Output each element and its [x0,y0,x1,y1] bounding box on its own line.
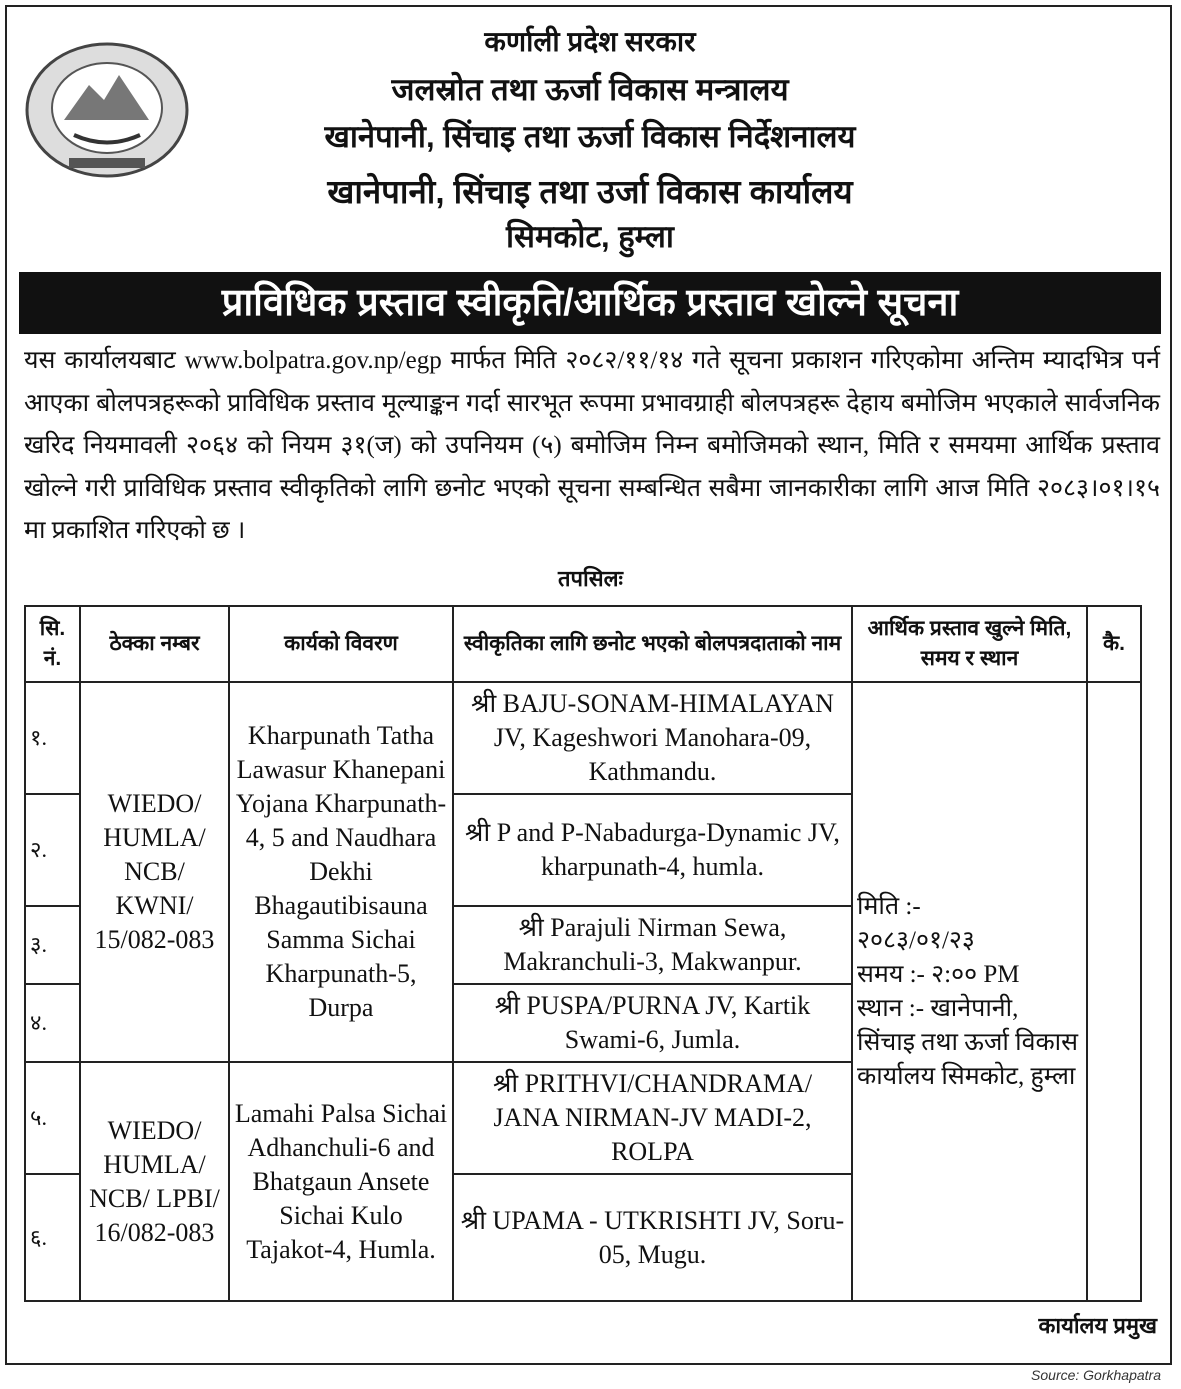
bidder-name: श्री Parajuli Nirman Sewa, Makranchuli-3, Makwanpur. [453,906,852,984]
row-sn: ४. [25,984,80,1062]
row-sn: २. [25,794,80,906]
work-description: Kharpunath Tatha Lawasur Khanepani Yojana Kharpunath-4, 5 and Naudhara Dekhi Bhagautibisauna Samma Sichai Kharpunath-5, Durpa [229,682,453,1062]
signatory: कार्यालय प्रमुख [1038,1313,1157,1338]
contract-number: WIEDO/ HUMLA/ NCB/ LPBI/ 16/082-083 [80,1062,229,1301]
nepal-government-emblem-icon [24,40,190,180]
bidder-name: श्री PRITHVI/CHANDRAMA/ JANA NIRMAN-JV MADI-2, ROLPA [453,1062,852,1174]
bidder-name: श्री UPAMA - UTKRISHTI JV, Soru-05, Mugu. [453,1174,852,1301]
bidder-name: श्री BAJU-SONAM-HIMALAYAN JV, Kageshwori Manohara-09, Kathmandu. [453,682,852,794]
table-row [25,682,1141,794]
office-location: सिमकोट, हुम्ला [506,219,674,254]
opening-time: समय :- २:०० PM [857,960,1020,988]
opening-date: २०८३/०१/२३ [857,926,975,954]
row-sn: ३. [25,906,80,984]
col-contract-number: ठेक्का नम्बर [80,606,229,682]
bid-table [24,605,1142,1302]
row-sn: ६. [25,1174,80,1301]
date-label: मिति :- [857,892,921,920]
col-sn: सि. नं. [25,606,80,682]
office-name: खानेपानी, सिंचाइ तथा उर्जा विकास कार्यालय [327,173,853,210]
source-credit: Source: Gorkhapatra [1031,1367,1161,1383]
table-header-row [25,606,1141,682]
opening-details [852,682,1087,1301]
bidder-name: श्री PUSPA/PURNA JV, Kartik Swami-6, Jumla. [453,984,852,1062]
bidder-name: श्री P and P-Nabadurga-Dynamic JV, kharpunath-4, humla. [453,794,852,906]
province-name: कर्णाली प्रदेश सरकार [484,26,696,57]
remarks-cell [1087,682,1141,1301]
notice-body: यस कार्यालयबाट www.bolpatra.gov.np/egp मार्फत मिति २०८२/११/१४ गते सूचना प्रकाशन गरिएकोमा अन्तिम म्यादभित्र पर्न आएका बोलपत्रहरूको प्राविधिक प्रस्ताव मूल्याङ्कन गर्दा सारभूत रूपमा प्रभावग्राही बोलपत्रहरू देहाय बमोजिम भएकाले सार्वजनिक खरिद नियमावली २०६४ को नियम ३१(ज) को उपनियम (५) बमोजिम निम्न बमोजिमको स्थान, मिति र समयमा आर्थिक प्रस्ताव खोल्ने गरी प्राविधिक प्रस्ताव स्वीकृतिको लागि छनोट भएको सूचना सम्बन्धित सबैमा जानकारीका लागि आज मिति २०८३।०१।१५ मा प्रकाशित गरिएको छ । [24,347,1160,544]
row-sn: ५. [25,1062,80,1174]
directorate-name: खानेपानी, सिंचाइ तथा ऊर्जा विकास निर्देशनालय [324,119,856,154]
opening-place: स्थान :- खानेपानी, सिंचाइ तथा ऊर्जा विकास कार्यालय सिमकोट, हुम्ला [857,994,1079,1090]
ministry-name: जलस्रोत तथा ऊर्जा विकास मन्त्रालय [391,72,789,107]
schedule-label: तपसिलः [558,566,623,591]
col-remarks: कै. [1087,606,1141,682]
col-description: कार्यको विवरण [229,606,453,682]
row-sn: १. [25,682,80,794]
contract-number: WIEDO/ HUMLA/ NCB/ KWNI/ 15/082-083 [80,682,229,1062]
col-bidder: स्वीकृतिका लागि छनोट भएको बोलपत्रदाताको नाम [453,606,852,682]
work-description: Lamahi Palsa Sichai Adhanchuli-6 and Bhatgaun Ansete Sichai Kulo Tajakot-4, Humla. [229,1062,453,1301]
notice-title: प्राविधिक प्रस्ताव स्वीकृति/आर्थिक प्रस्ताव खोल्ने सूचना [19,272,1161,334]
col-opening: आर्थिक प्रस्ताव खुल्ने मिति, समय र स्थान [852,606,1087,682]
